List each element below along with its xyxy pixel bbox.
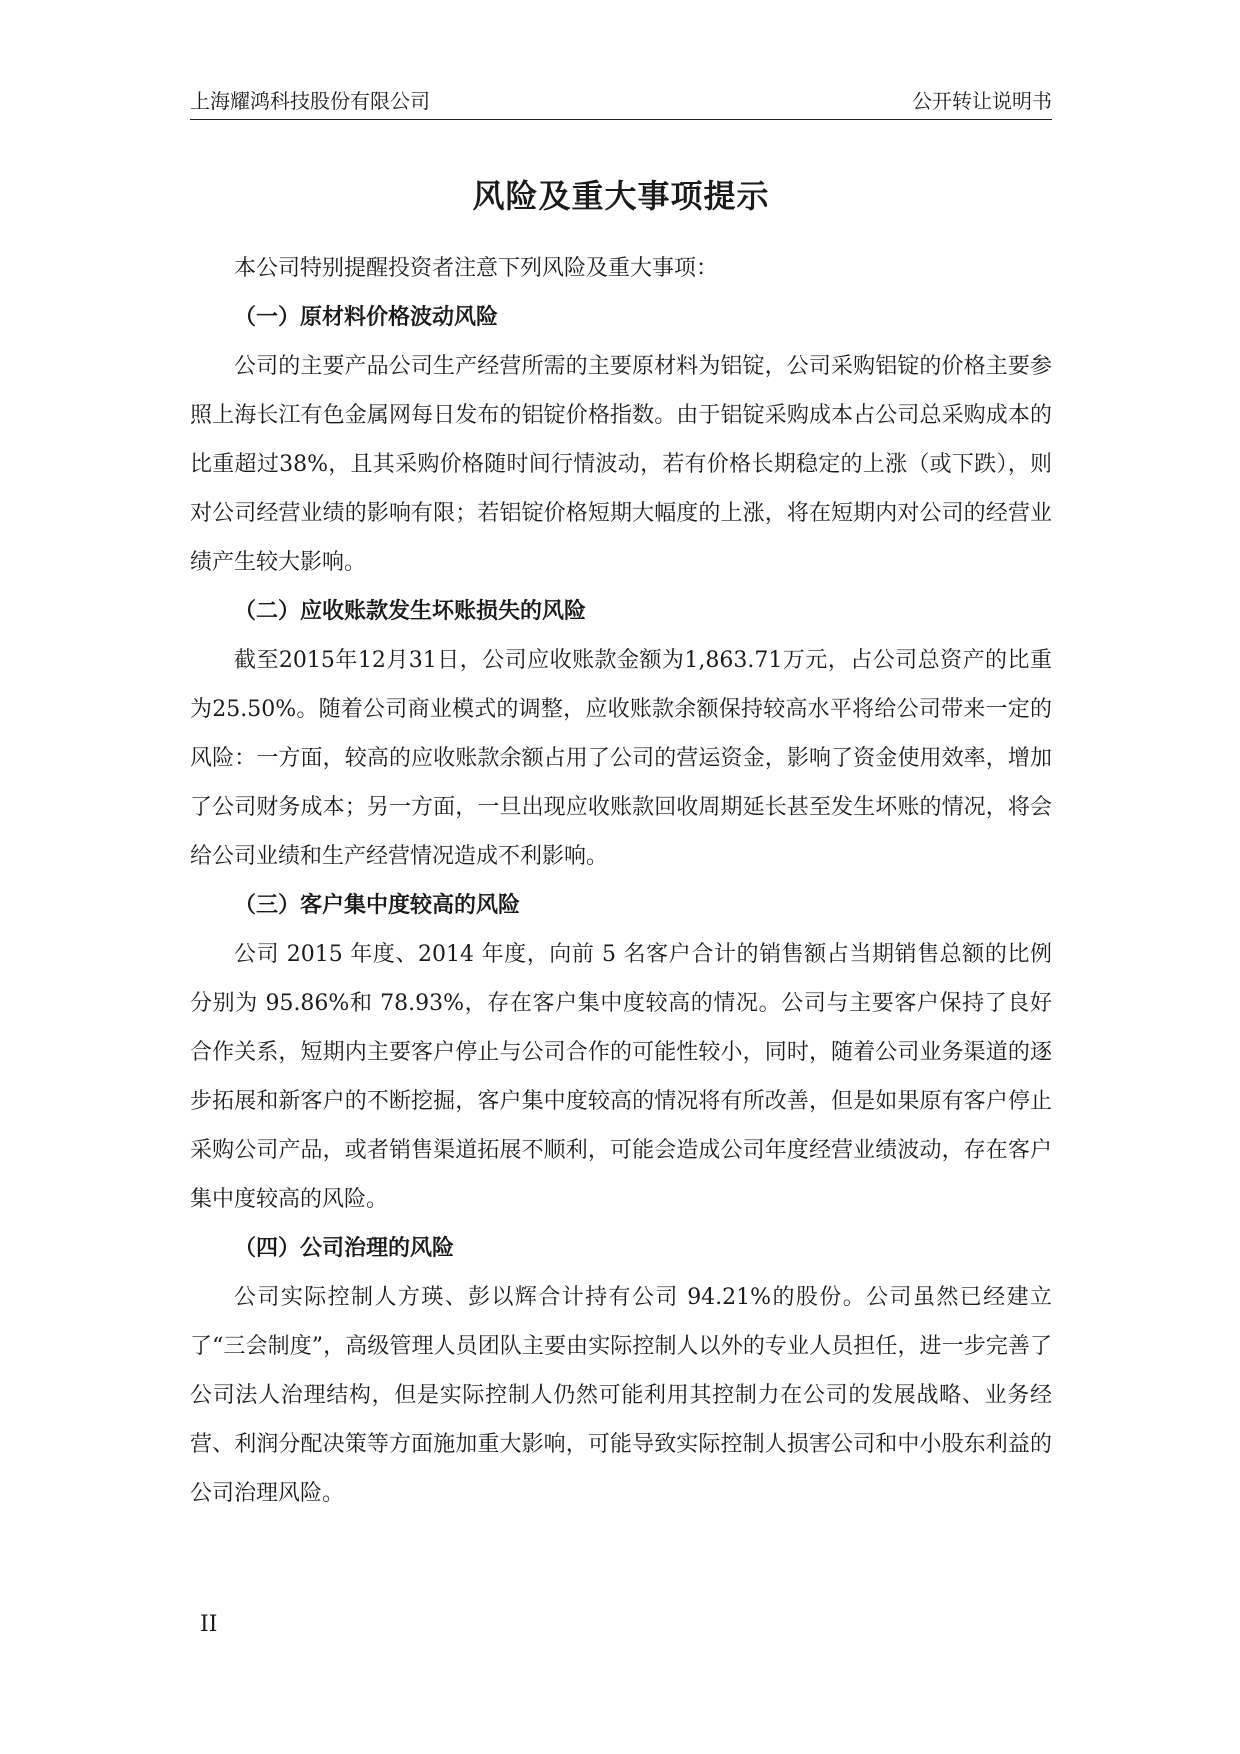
section-heading-customer-concentration-risk: （三）客户集中度较高的风险: [234, 892, 521, 918]
section-heading-governance-risk: （四）公司治理的风险: [234, 1235, 455, 1261]
document-body: [190, 244, 1052, 1518]
page-title: 风险及重大事项提示: [472, 177, 770, 215]
section-body-customer-concentration-risk: 公司 2015 年度、2014 年度，向前 5 名客户合计的销售额占当期销售总额的比例分别为 95.86%和 78.93%，存在客户集中度较高的情况。公司与主要客户保持了良好合作关系，短期内主要客户停止与公司合作的可能性较小，同时，随着公司业务渠道的逐步拓展和新客户的不断挖掘，客户集中度较高的情况将有所改善，但是如果原有客户停止采购公司产品，或者销售渠道拓展不顺利，可能会造成公司年度经营业绩波动，存在客户集中度较高的风险。: [190, 942, 1052, 1212]
page-header: [190, 84, 1052, 120]
intro-paragraph: 本公司特别提醒投资者注意下列风险及重大事项：: [234, 256, 719, 281]
section-body-raw-material-risk: 公司的主要产品公司生产经营所需的主要原材料为铝锭，公司采购铝锭的价格主要参照上海长江有色金属网每日发布的铝锭价格指数。由于铝锭采购成本占公司总采购成本的比重超过38%，且其采购价格随时间行情波动，若有价格长期稳定的上涨（或下跌），则对公司经营业绩的影响有限；若铝锭价格短期大幅度的上涨，将在短期内对公司的经营业绩产生较大影响。: [190, 354, 1052, 575]
section-heading-receivables-risk: （二）应收账款发生坏账损失的风险: [234, 598, 587, 624]
header-document-type: 公开转让说明书: [912, 89, 1052, 113]
page-number: II: [200, 1612, 218, 1637]
section-heading-raw-material-risk: （一）原材料价格波动风险: [234, 304, 499, 330]
section-body-governance-risk: 公司实际控制人方瑛、彭以辉合计持有公司 94.21%的股份。公司虽然已经建立了“三会制度”，高级管理人员团队主要由实际控制人以外的专业人员担任，进一步完善了公司法人治理结构，但是实际控制人仍然可能利用其控制力在公司的发展战略、业务经营、利润分配决策等方面施加重大影响，可能导致实际控制人损害公司和中小股东利益的公司治理风险。: [190, 1285, 1052, 1506]
header-company-name: 上海耀鸿科技股份有限公司: [190, 89, 430, 113]
section-body-receivables-risk: 截至2015年12月31日，公司应收账款金额为1,863.71万元，占公司总资产的比重为25.50%。随着公司商业模式的调整，应收账款余额保持较高水平将给公司带来一定的风险：一方面，较高的应收账款余额占用了公司的营运资金，影响了资金使用效率，增加了公司财务成本；另一方面，一旦出现应收账款回收周期延长甚至发生坏账的情况，将会给公司业绩和生产经营情况造成不利影响。: [190, 648, 1052, 869]
